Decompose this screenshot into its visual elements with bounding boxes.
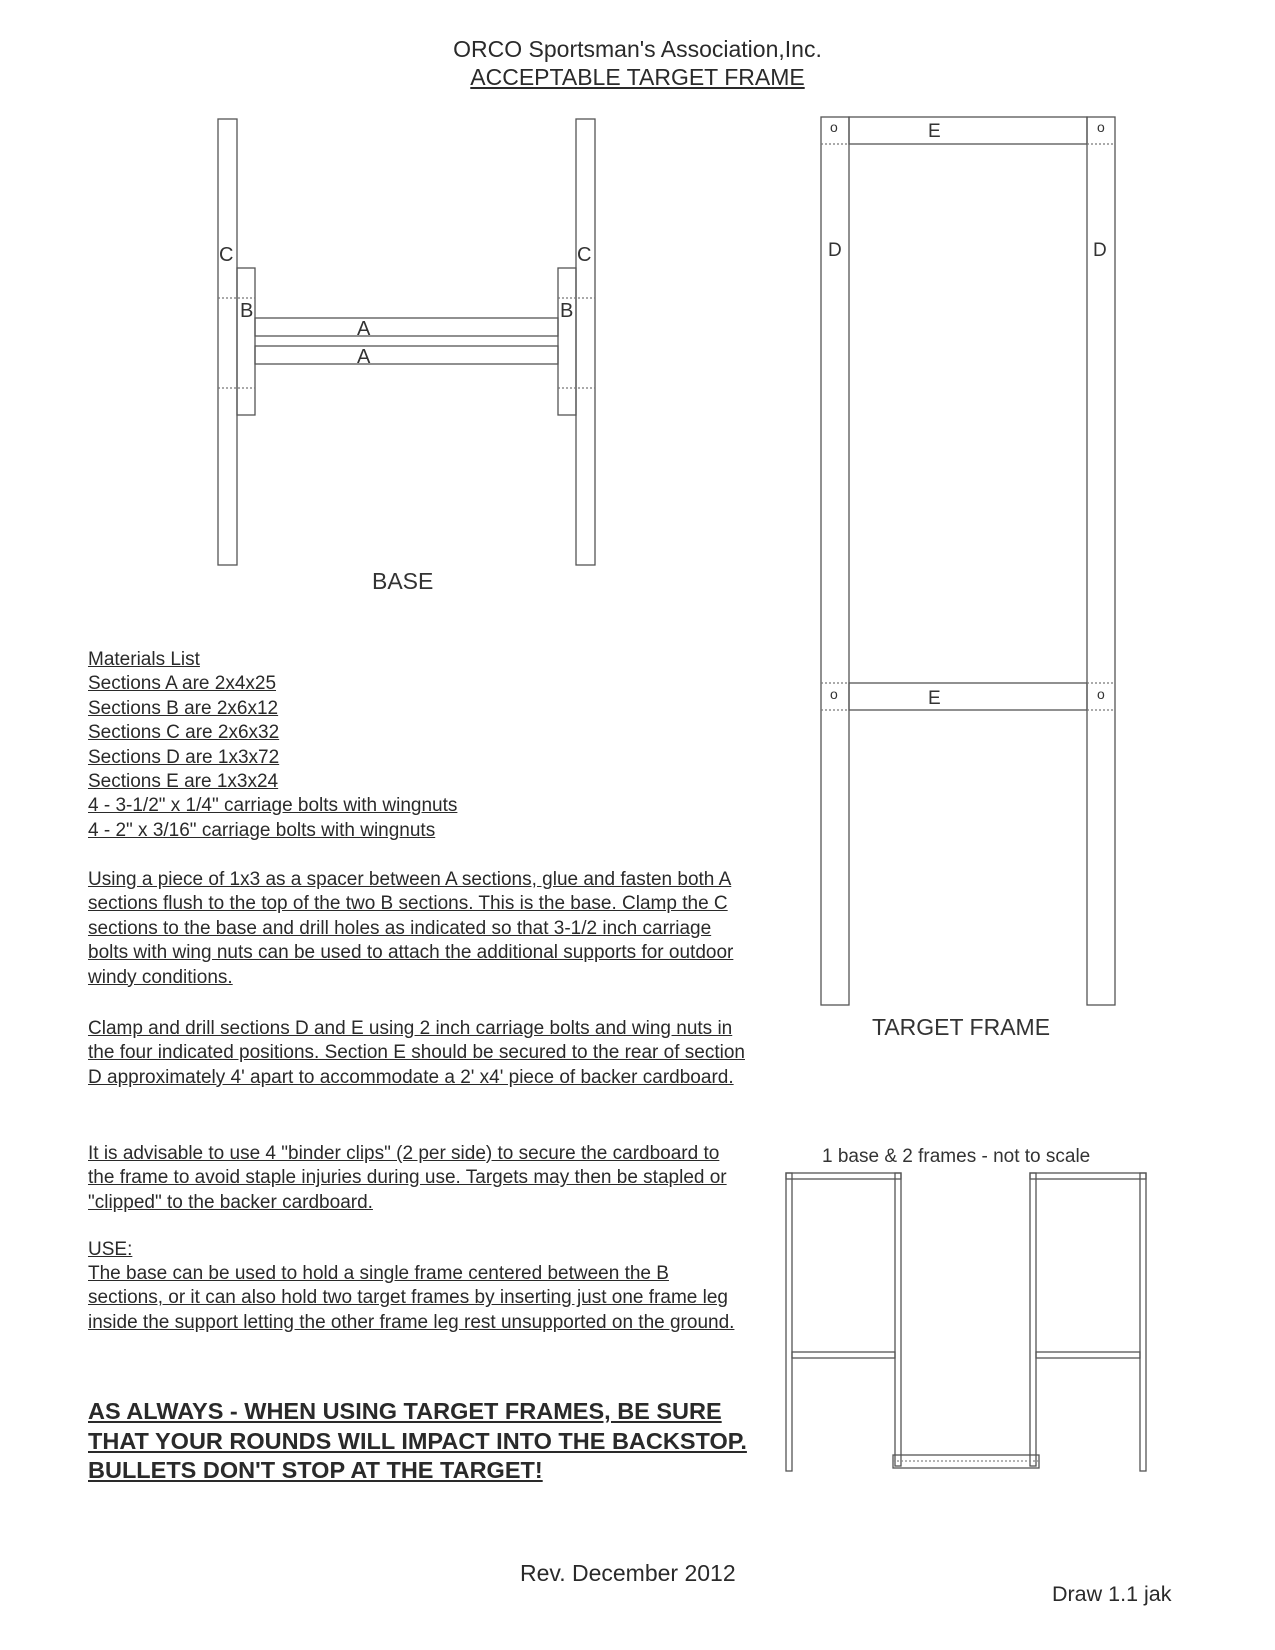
base-section-c-right [576,119,595,565]
page-title-text: ACCEPTABLE TARGET FRAME [470,64,805,90]
label-d-right: D [1093,240,1107,261]
safety-warning: AS ALWAYS - WHEN USING TARGET FRAMES, BE SURE THAT YOUR ROUNDS WILL IMPACT INTO THE BACKSTOP. BULLETS DON'T STOP AT THE TARGET! [88,1398,747,1483]
frame-diagram [821,117,1115,1005]
materials-item: Sections C are 2x6x32 [88,722,280,744]
materials-item: Sections A are 2x4x25 [88,673,277,695]
materials-heading: Materials List [88,649,200,670]
label-e-top: E [928,121,941,142]
assembly-frame-left-top [786,1173,901,1179]
label-a-bottom: A [357,346,371,368]
drawing-number: Draw 1.1 jak [1052,1582,1172,1606]
materials-item: Sections E are 1x3x24 [88,771,279,793]
base-section-b-right [558,268,576,415]
materials-list [88,648,457,843]
assembly-diagram [786,1173,1146,1471]
frame-caption: TARGET FRAME [872,1014,1051,1040]
assembly-frame-right-leg-inner [1030,1173,1036,1466]
revision-date: Rev. December 2012 [520,1560,736,1586]
frame-section-e-bottom [849,683,1087,710]
label-c-left: C [219,244,234,266]
assembly-frame-right-crossbar [1036,1352,1140,1358]
assembly-frame-right-leg-outer [1140,1173,1146,1471]
label-e-bottom: E [928,688,941,709]
instructions-paragraph-2: Clamp and drill sections D and E using 2 inch carriage bolts and wing nuts in the four indicated positions. Section E should be secured to the rear of section D approximately 4' apart to accommodate a 2' x4' piece of backer cardboard. [88,1018,745,1088]
base-caption: BASE [372,568,434,594]
use-heading: USE: [88,1239,133,1260]
label-c-right: C [577,244,592,266]
materials-item: Sections D are 1x3x72 [88,746,280,768]
assembly-frame-left-leg-outer [786,1173,792,1471]
materials-item: 4 - 3-1/2" x 1/4" carriage bolts with wingnuts [88,795,458,817]
label-d-left: D [828,240,842,261]
assembly-frame-left-crossbar [792,1352,895,1358]
materials-item: 4 - 2" x 3/16" carriage bolts with wingnuts [88,819,436,841]
bolt-hole-icon: o [830,686,838,702]
label-b-right: B [560,300,574,322]
assembly-frame-right-top [1030,1173,1146,1179]
base-section-a-bottom [255,346,558,364]
assembly-frame-left-leg-inner [895,1173,901,1466]
bolt-hole-icon: o [830,119,838,135]
label-b-left: B [240,300,254,322]
base-section-c-left [218,119,237,565]
bolt-hole-icon: o [1097,119,1105,135]
bolt-hole-icon: o [1097,686,1105,702]
base-diagram [218,119,595,565]
materials-item: Sections B are 2x6x12 [88,697,279,719]
assembly-caption: 1 base & 2 frames - not to scale [822,1146,1091,1167]
use-text: The base can be used to hold a single frame centered between the B sections, or it can also hold two target frames by inserting just one frame leg inside the support letting the other frame leg rest unsupported on the ground. [88,1263,735,1333]
base-section-a-top [255,318,558,336]
instructions-paragraph-1: Using a piece of 1x3 as a spacer between A sections, glue and fasten both A sections flush to the top of the two B sections. This is the base. Clamp the C sections to the base and drill holes as indicated so that 3-1/2 inch carriage bolts with wing nuts can be used to attach the additional supports for outdoor windy conditions. [88,869,734,988]
base-section-b-left [237,268,255,415]
frame-section-e-top [849,117,1087,144]
label-a-top: A [357,318,371,340]
organization-name: ORCO Sportsman's Association,Inc. [453,36,822,62]
instructions-paragraph-3: It is advisable to use 4 "binder clips" (2 per side) to secure the cardboard to the frame to avoid staple injuries during use. Targets may then be stapled or "clipped" to the backer cardboard. [88,1143,727,1213]
